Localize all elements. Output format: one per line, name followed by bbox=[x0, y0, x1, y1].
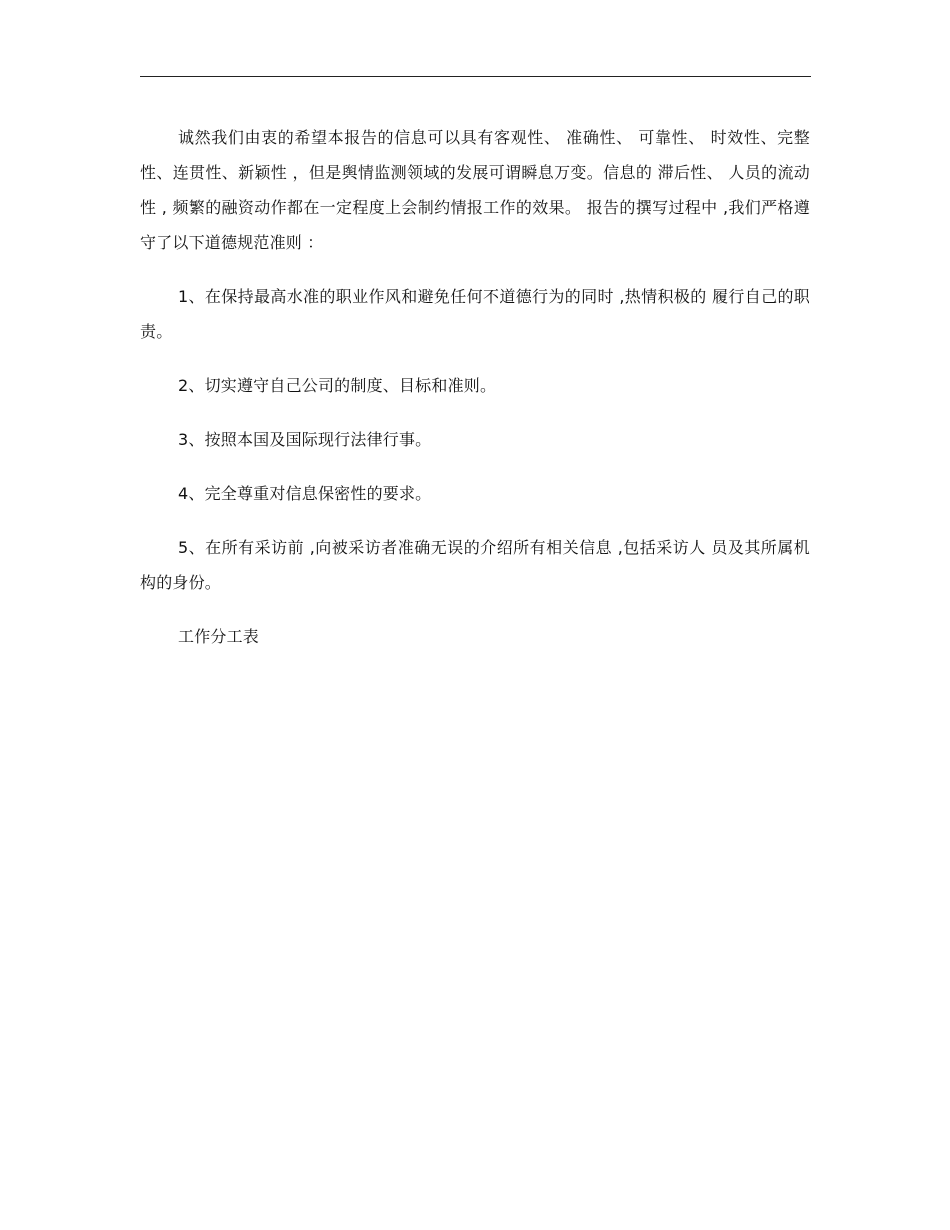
rule-item-1: 1、在保持最高水准的职业作风和避免任何不道德行为的同时 ,热情积极的 履行自己的职责。 bbox=[140, 287, 810, 341]
rule-item-4: 4、完全尊重对信息保密性的要求。 bbox=[178, 484, 432, 503]
intro-paragraph: 诚然我们由衷的希望本报告的信息可以具有客观性、 准确性、 可靠性、 时效性、完整性、连贯性、新颖性 ，但是舆情监测领域的发展可谓瞬息万变。信息的 滞后性、 人员的流动性 , 频繁的融资动作都在一定程度上会制约情报工作的效果。 报告的撰写过程中 ,我们严格遵守了以下道德规范准则 ： bbox=[140, 128, 810, 252]
header-divider bbox=[140, 76, 811, 77]
rule-item-2: 2、切实遵守自己公司的制度、目标和准则。 bbox=[178, 376, 497, 395]
section-title: 工作分工表 bbox=[178, 627, 260, 646]
rule-item-5: 5、在所有采访前 ,向被采访者准确无误的介绍所有相关信息 ,包括采访人 员及其所属机构的身份。 bbox=[140, 538, 810, 592]
document-body bbox=[140, 120, 810, 673]
rule-item-3: 3、按照本国及国际现行法律行事。 bbox=[178, 430, 432, 449]
